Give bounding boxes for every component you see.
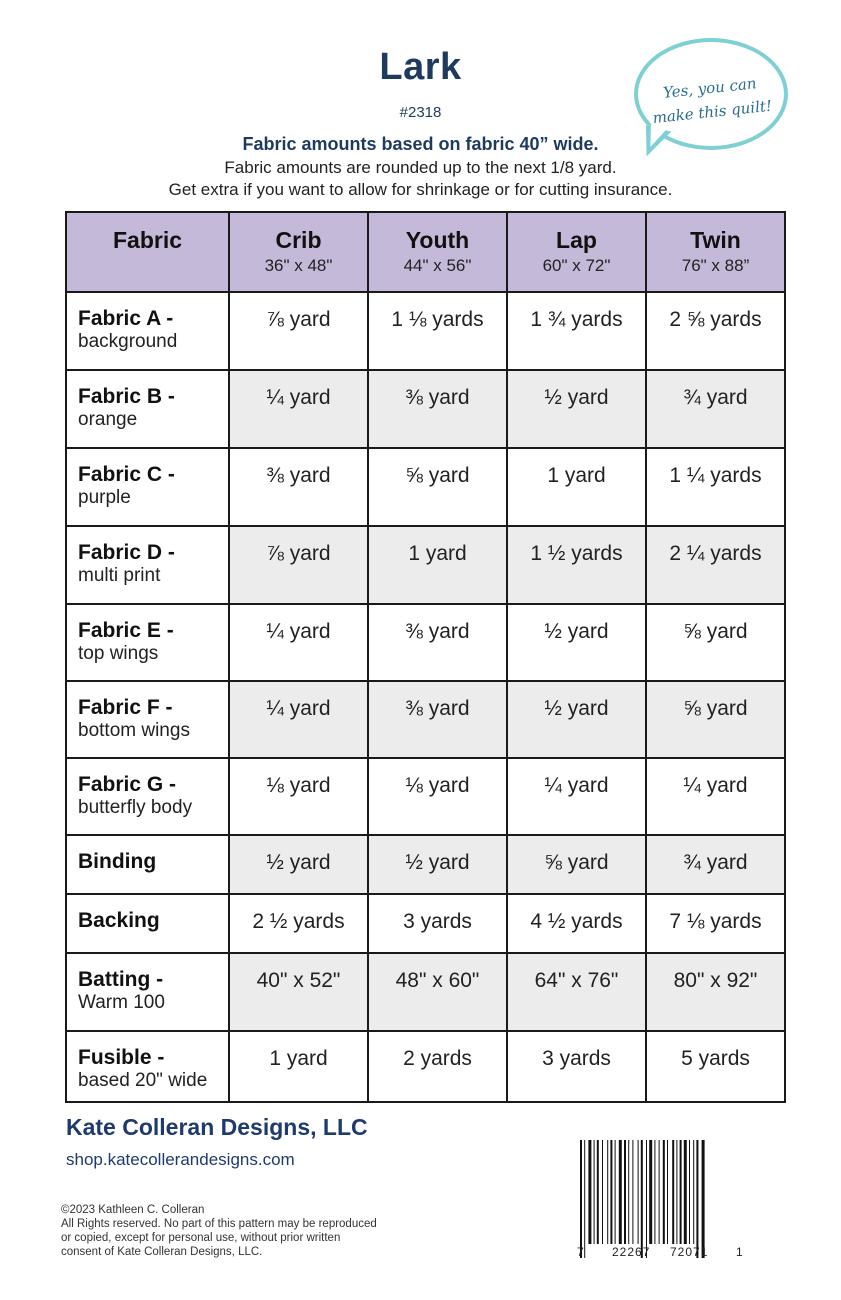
fabric-label-cell: [66, 681, 229, 758]
table-row: [66, 448, 785, 526]
fabric-name: Fabric F -: [78, 696, 173, 719]
amount-cell: [646, 292, 785, 370]
amount-cell: [507, 953, 646, 1031]
amount-cell: [229, 526, 368, 604]
fabric-description: purple: [78, 487, 131, 508]
fabric-name: Fabric E -: [78, 619, 174, 642]
fabric-name: Batting -: [78, 968, 164, 991]
rounding-note: Fabric amounts are rounded up to the next 1/8 yard.: [224, 158, 617, 177]
barcode-bar: [628, 1140, 629, 1244]
fabric-name: Fabric G -: [78, 773, 177, 796]
fabric-label-cell: [66, 292, 229, 370]
amount-value: 3 yards: [403, 910, 472, 933]
amount-cell: [507, 835, 646, 894]
amount-cell: [507, 681, 646, 758]
column-header-youth: Youth 44" x 56": [368, 212, 507, 292]
table-header-row: [66, 212, 785, 292]
amount-value: 1 yard: [269, 1047, 328, 1070]
fabric-description: Warm 100: [78, 992, 165, 1013]
amount-value: 5 yards: [681, 1047, 750, 1070]
amount-cell: [646, 604, 785, 681]
amount-value: 40" x 52": [256, 969, 341, 992]
fabric-width-heading: Fabric amounts based on fabric 40” wide.: [242, 134, 599, 154]
amount-cell: [507, 1031, 646, 1102]
amount-cell: [507, 448, 646, 526]
barcode-bar: [610, 1140, 612, 1244]
amount-value: 48" x 60": [395, 969, 480, 992]
barcode-bar: [689, 1140, 690, 1244]
barcode-bar: [624, 1140, 626, 1244]
barcode-bar: [696, 1140, 698, 1258]
amount-value: 1 ½ yards: [530, 542, 623, 565]
table-row: [66, 370, 785, 448]
barcode-bar: [649, 1140, 652, 1244]
amount-value: ⅝ yard: [683, 697, 748, 720]
table-row: [66, 526, 785, 604]
barcode-bar: [693, 1140, 694, 1244]
table-row: [66, 292, 785, 370]
barcode-bar: [676, 1140, 677, 1244]
fabric-label-cell: [66, 835, 229, 894]
amount-value: 4 ½ yards: [530, 910, 623, 933]
amount-value: ⅜ yard: [405, 620, 470, 643]
barcode-bar: [619, 1140, 622, 1244]
barcode-bar: [702, 1140, 705, 1258]
fabric-name: Fabric A -: [78, 307, 174, 330]
fabric-label-cell: [66, 894, 229, 953]
amount-cell: [229, 681, 368, 758]
company-name: Kate Colleran Designs, LLC: [66, 1114, 368, 1140]
amount-cell: [646, 758, 785, 835]
fabric-label-cell: [66, 953, 229, 1031]
barcode-bar: [594, 1140, 595, 1244]
table-row: [66, 604, 785, 681]
amount-cell: [368, 894, 507, 953]
fabric-description: top wings: [78, 643, 159, 664]
amount-value: ⅛ yard: [405, 774, 470, 797]
column-header-fabric: Fabric: [66, 212, 229, 292]
barcode-bar: [602, 1140, 603, 1244]
amount-cell: [229, 448, 368, 526]
amount-cell: [368, 1031, 507, 1102]
barcode-digits: 7 22267 72071 1: [577, 1245, 743, 1259]
pattern-title: Lark: [379, 46, 462, 88]
amount-cell: [646, 370, 785, 448]
amount-cell: [368, 292, 507, 370]
amount-value: 1 ¼ yards: [669, 464, 762, 487]
barcode-bar: [588, 1140, 591, 1244]
column-header-crib: Crib 36" x 48": [229, 212, 368, 292]
amount-cell: [368, 953, 507, 1031]
table-row: [66, 953, 785, 1031]
table-row: [66, 758, 785, 835]
amount-value: 1 ¾ yards: [530, 308, 623, 331]
fabric-label-cell: [66, 604, 229, 681]
amount-cell: [507, 604, 646, 681]
amount-value: 1 yard: [547, 464, 606, 487]
amount-value: ½ yard: [544, 697, 609, 720]
fabric-description: based 20" wide: [78, 1070, 208, 1091]
amount-cell: [646, 681, 785, 758]
table-row: [66, 835, 785, 894]
fabric-requirements-table: [65, 211, 786, 1103]
fabric-name: Fabric B -: [78, 385, 175, 408]
amount-cell: [646, 953, 785, 1031]
amount-value: ¾ yard: [683, 851, 748, 874]
fabric-name: Backing: [78, 909, 160, 932]
amount-cell: [229, 604, 368, 681]
pattern-number: #2318: [399, 104, 442, 121]
amount-value: 3 yards: [542, 1047, 611, 1070]
amount-value: 2 ½ yards: [252, 910, 345, 933]
fabric-name: Binding: [78, 850, 157, 873]
amount-value: 2 ⅝ yards: [669, 308, 762, 331]
fabric-label-cell: [66, 1031, 229, 1102]
fabric-description: orange: [78, 409, 138, 430]
amount-value: ⅝ yard: [405, 464, 470, 487]
amount-cell: [646, 894, 785, 953]
amount-value: 80" x 92": [673, 969, 758, 992]
barcode-bar: [632, 1140, 633, 1244]
barcode-bar: [663, 1140, 665, 1244]
barcode-bar: [659, 1140, 660, 1244]
barcode-bar: [667, 1140, 668, 1244]
table-row: [66, 894, 785, 953]
amount-value: ⅝ yard: [544, 851, 609, 874]
table-row: [66, 1031, 785, 1102]
barcode-bar: [654, 1140, 655, 1244]
amount-cell: [229, 292, 368, 370]
fabric-label-cell: [66, 448, 229, 526]
fabric-label-cell: [66, 370, 229, 448]
table-row: [66, 681, 785, 758]
barcode: [574, 1138, 744, 1262]
amount-value: ⅜ yard: [266, 464, 331, 487]
amount-cell: [368, 370, 507, 448]
barcode-bars: [574, 1138, 744, 1262]
amount-value: 1 ⅛ yards: [391, 308, 484, 331]
amount-cell: [368, 681, 507, 758]
amount-value: ½ yard: [405, 851, 470, 874]
amount-value: ½ yard: [266, 851, 331, 874]
fabric-description: multi print: [78, 565, 161, 586]
barcode-bar: [580, 1140, 582, 1258]
shrinkage-note: Get extra if you want to allow for shrinkage or for cutting insurance.: [168, 180, 673, 199]
fabric-name: Fabric D -: [78, 541, 175, 564]
amount-cell: [229, 758, 368, 835]
amount-cell: [368, 526, 507, 604]
fabric-label-cell: [66, 758, 229, 835]
amount-value: ⅛ yard: [266, 774, 331, 797]
amount-cell: [229, 894, 368, 953]
amount-cell: [646, 526, 785, 604]
amount-value: ¼ yard: [266, 620, 331, 643]
barcode-bar: [597, 1140, 599, 1244]
fabric-description: butterfly body: [78, 797, 193, 818]
amount-value: 1 yard: [408, 542, 467, 565]
amount-value: ⅞ yard: [266, 308, 331, 331]
amount-cell: [229, 1031, 368, 1102]
amount-value: ¼ yard: [544, 774, 609, 797]
copyright-notice: ©2023 Kathleen C. Colleran All Rights reserved. No part of this pattern may be reproduced or copied, except for personal use, without prior written consent of Kate Colleran Designs, LLC.: [61, 1204, 377, 1258]
amount-value: ½ yard: [544, 386, 609, 409]
barcode-bar: [680, 1140, 682, 1244]
amount-value: 2 ¼ yards: [669, 542, 762, 565]
amount-cell: [507, 758, 646, 835]
amount-value: ½ yard: [544, 620, 609, 643]
amount-cell: [507, 526, 646, 604]
amount-cell: [646, 1031, 785, 1102]
amount-value: 7 ⅛ yards: [669, 910, 762, 933]
amount-value: ¼ yard: [266, 697, 331, 720]
amount-cell: [368, 604, 507, 681]
barcode-bar: [684, 1140, 687, 1244]
amount-value: ¼ yard: [266, 386, 331, 409]
amount-cell: [507, 370, 646, 448]
fabric-label-cell: [66, 526, 229, 604]
column-header-twin: Twin 76" x 88”: [646, 212, 785, 292]
amount-value: ⅝ yard: [683, 620, 748, 643]
amount-value: ⅜ yard: [405, 386, 470, 409]
fabric-name: Fabric C -: [78, 463, 175, 486]
barcode-bar: [607, 1140, 608, 1244]
amount-value: ¾ yard: [683, 386, 748, 409]
amount-cell: [229, 953, 368, 1031]
amount-value: ¼ yard: [683, 774, 748, 797]
barcode-bar: [638, 1140, 639, 1244]
amount-value: 2 yards: [403, 1047, 472, 1070]
amount-cell: [368, 758, 507, 835]
fabric-description: background: [78, 331, 178, 352]
barcode-bar: [584, 1140, 585, 1258]
speech-bubble-text: Yes, you can make this quilt!: [651, 74, 773, 128]
barcode-bar: [641, 1140, 643, 1258]
amount-cell: [646, 448, 785, 526]
fabric-description: bottom wings: [78, 720, 190, 741]
website-link[interactable]: shop.katecollerandesigns.com: [66, 1150, 295, 1169]
amount-value: 64" x 76": [534, 969, 619, 992]
barcode-bar: [672, 1140, 674, 1244]
amount-cell: [368, 448, 507, 526]
amount-value: ⅜ yard: [405, 697, 470, 720]
amount-cell: [646, 835, 785, 894]
amount-cell: [507, 894, 646, 953]
fabric-name: Fusible -: [78, 1046, 165, 1069]
barcode-bar: [615, 1140, 616, 1244]
amount-value: ⅞ yard: [266, 542, 331, 565]
amount-cell: [368, 835, 507, 894]
barcode-bar: [646, 1140, 647, 1258]
amount-cell: [229, 835, 368, 894]
column-header-lap: Lap 60" x 72": [507, 212, 646, 292]
amount-cell: [507, 292, 646, 370]
amount-cell: [229, 370, 368, 448]
